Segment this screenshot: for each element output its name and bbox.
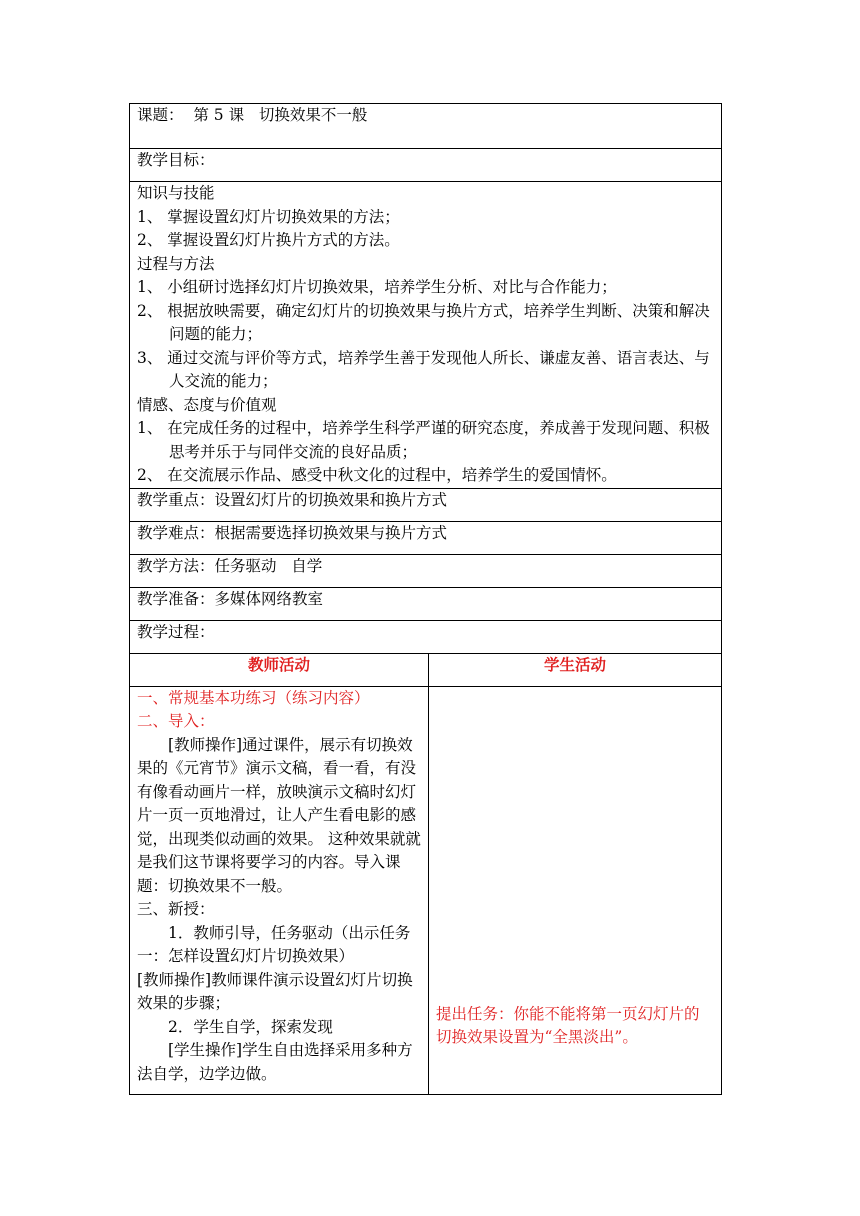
method-row (130, 554, 722, 587)
attitude-item: 1、 在完成任务的过程中，培养学生科学严谨的研究态度，养成善于发现问题、积极思考并乐于与同伴交流的良好品质； (137, 419, 710, 461)
student-activity-cell (429, 686, 722, 1094)
objectives-cell (130, 182, 722, 489)
title-row (130, 104, 722, 149)
activity-header-row (130, 653, 722, 686)
sub-step-two: 2．学生自学，探索发现 (168, 1017, 333, 1036)
knowledge-item: 2、 掌握设置幻灯片换片方式的方法。 (137, 231, 400, 249)
attitude-heading: 情感、态度与价值观 (137, 395, 277, 414)
step-three: 三、新授： (137, 900, 215, 918)
student-task: 提出任务：你能不能将第一页幻灯片的切换效果设置为“全黑淡出”。 (436, 1004, 700, 1046)
knowledge-item: 1、 掌握设置幻灯片切换效果的方法； (137, 207, 400, 226)
teaching-method: 教学方法：任务驱动 自学 (130, 554, 722, 587)
student-operation: [学生操作]学生自由选择采用多种方法自学，边学边做。 (137, 1041, 413, 1083)
teacher-activity-header: 教师活动 (130, 653, 429, 686)
process-label-row (130, 620, 722, 653)
process-item: 3、 通过交流与评价等方式，培养学生善于发现他人所长、谦虚友善、语言表达、与人交流的能力； (137, 348, 710, 390)
process-label: 教学过程： (130, 620, 722, 653)
student-activity-header: 学生活动 (429, 653, 722, 686)
intro-paragraph: [教师操作]通过课件，展示有切换效果的《元宵节》演示文稿，看一看，有没有像看动画片一样，放映演示文稿时幻灯片一页一页地滑过，让人产生看电影的感觉，出现类似动画的效果。 这种效果就就是我们这节课将要学习的内容。导入课题：切换效果不一般。 (137, 735, 421, 895)
difficulty: 教学难点：根据需要选择切换效果与换片方式 (130, 521, 722, 554)
teacher-operation: [教师操作]教师课件演示设置幻灯片切换效果的步骤； (137, 970, 413, 1012)
sub-step-one: 1．教师引导，任务驱动（出示任务一：怎样设置幻灯片切换效果） (137, 923, 411, 965)
preparation-row (130, 587, 722, 620)
teacher-activity-cell (130, 686, 429, 1094)
step-one: 一、常规基本功练习（练习内容） (137, 688, 370, 707)
objectives-label: 教学目标： (130, 149, 722, 182)
lesson-plan-table (129, 103, 722, 1095)
teaching-preparation: 教学准备：多媒体网络教室 (130, 587, 722, 620)
process-item: 1、 小组研讨选择幻灯片切换效果，培养学生分析、对比与合作能力； (137, 278, 617, 296)
activity-content-row (130, 686, 722, 1094)
process-heading: 过程与方法 (137, 254, 215, 273)
knowledge-heading: 知识与技能 (137, 184, 215, 202)
step-two: 二、导入： (137, 712, 215, 730)
key-point-row (130, 488, 722, 521)
difficulty-row (130, 521, 722, 554)
lesson-title: 课题： 第 5 课 切换效果不一般 (130, 104, 722, 149)
objectives-row (130, 182, 722, 489)
process-item: 2、 根据放映需要，确定幻灯片的切换效果与换片方式，培养学生判断、决策和解决问题的能力； (137, 301, 710, 343)
objectives-label-row (130, 149, 722, 182)
attitude-item: 2、 在交流展示作品、感受中秋文化的过程中，培养学生的爱国情怀。 (137, 466, 617, 484)
key-point: 教学重点：设置幻灯片的切换效果和换片方式 (130, 488, 722, 521)
